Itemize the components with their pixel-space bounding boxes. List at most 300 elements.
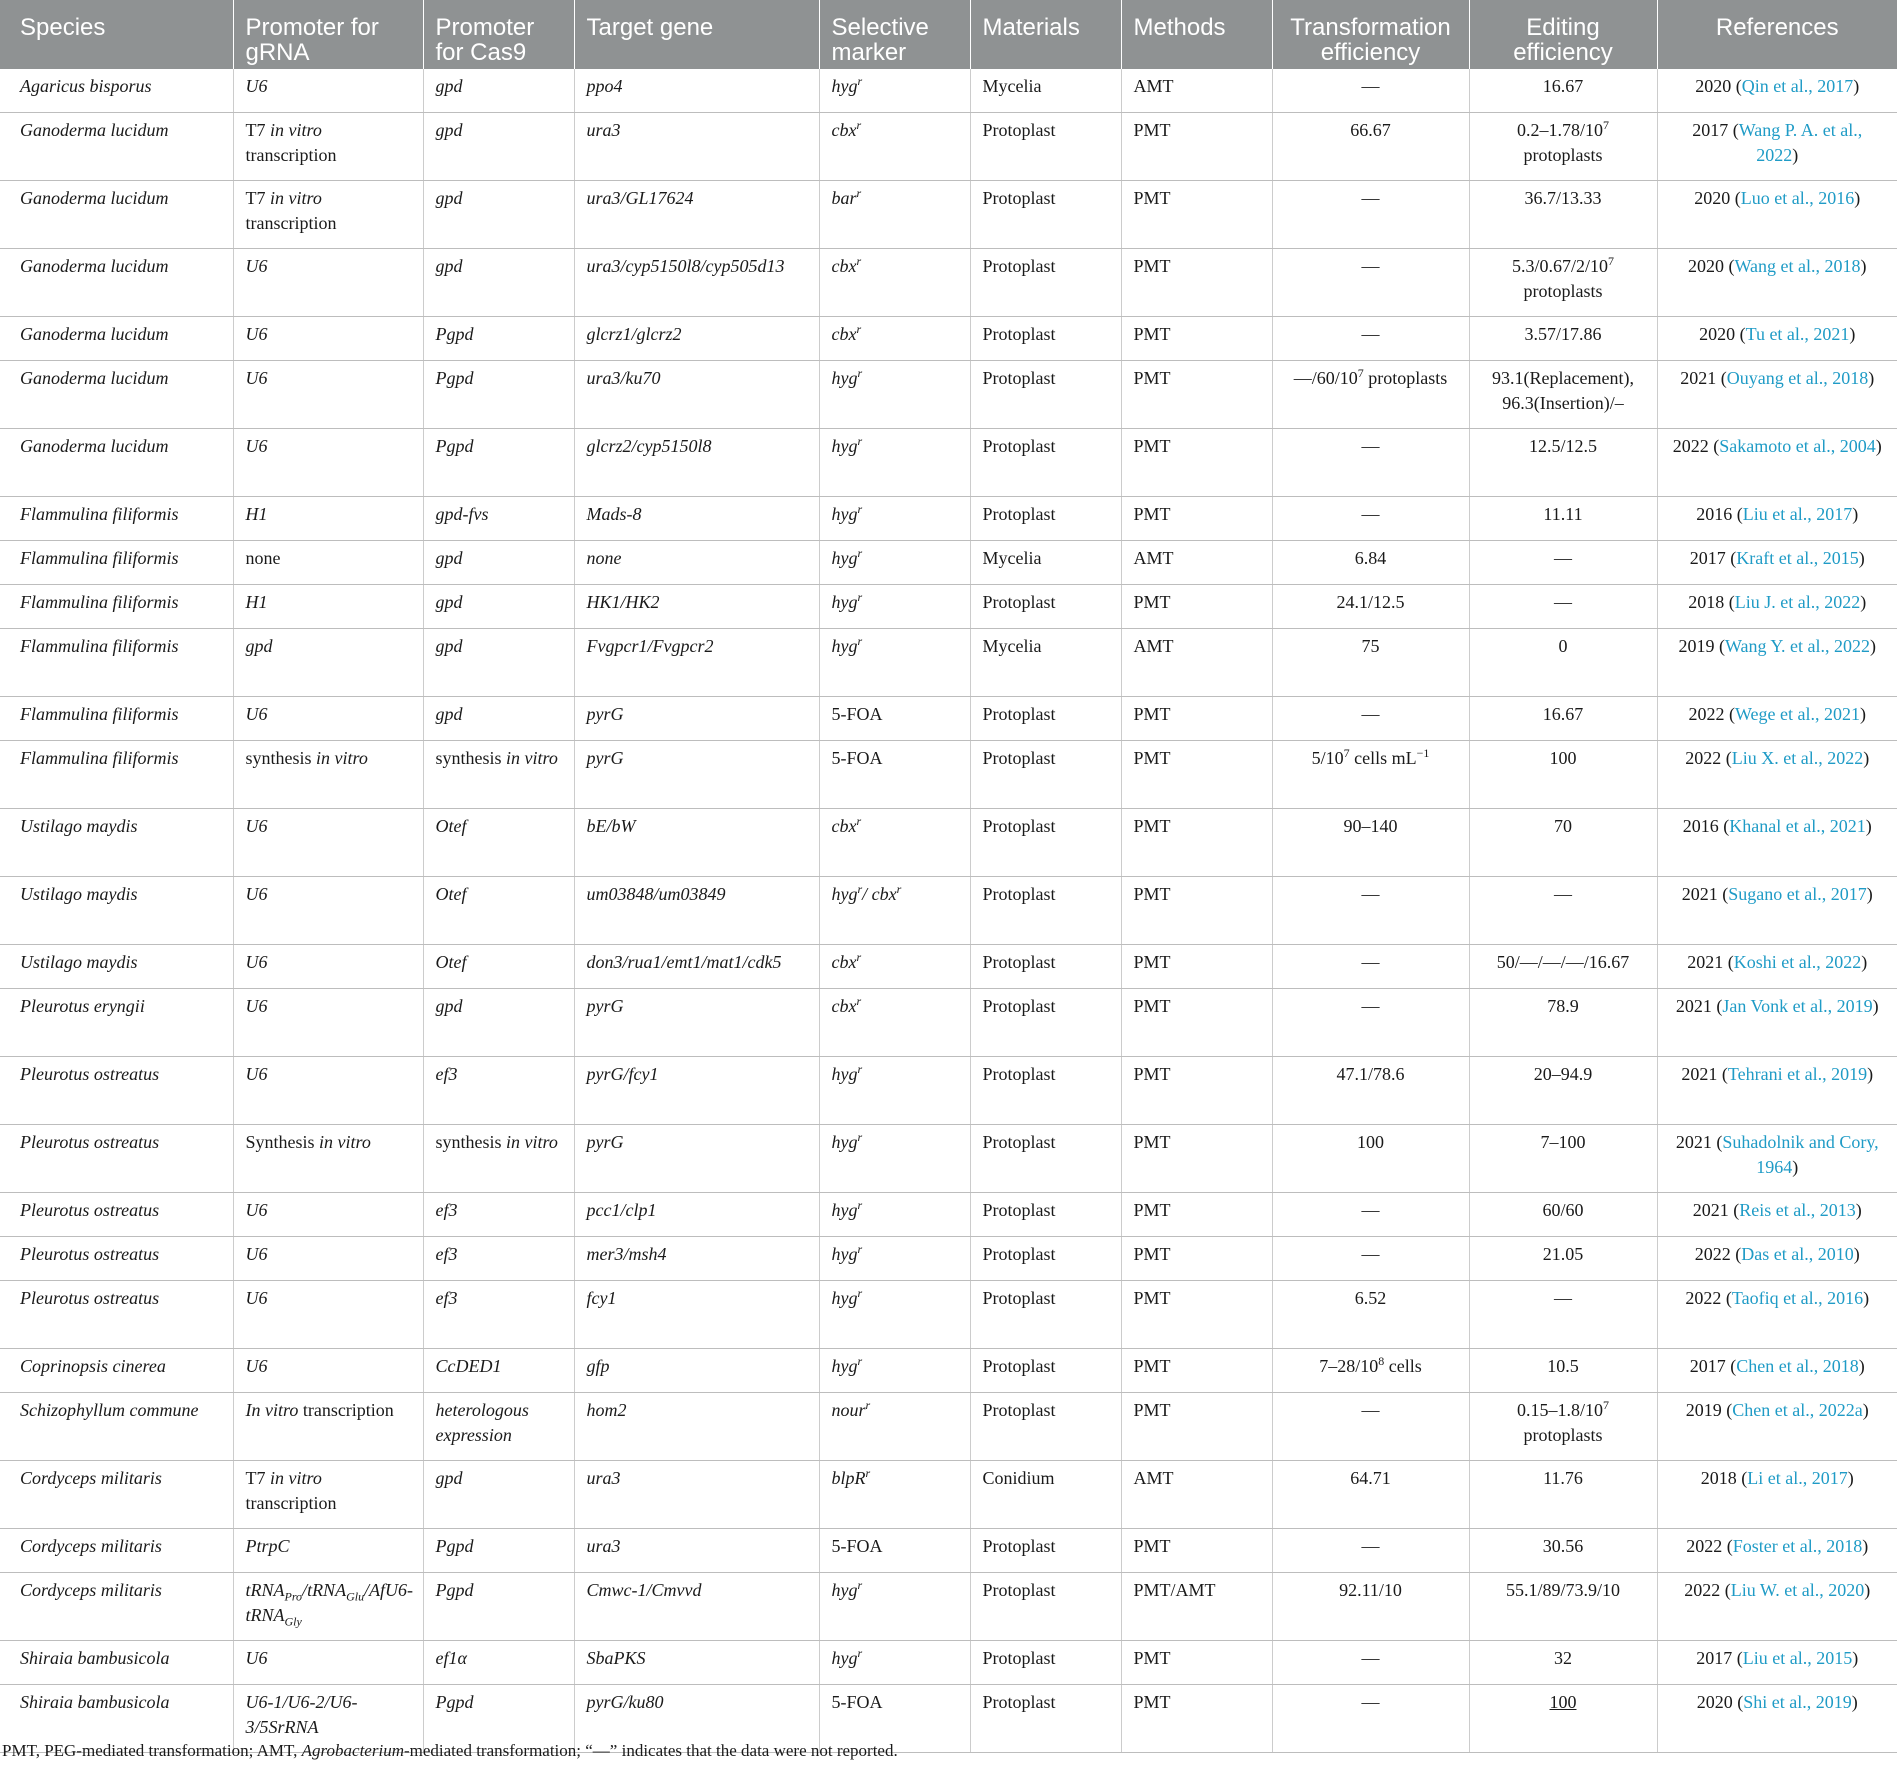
reference-link[interactable]: Khanal et al., 2021 [1729,816,1866,836]
promoter-cas9-cell: Pgpd [423,361,574,429]
promoter-grna-cell: In vitro transcription [233,1393,423,1461]
target-gene-cell: bE/bW [574,809,819,877]
table-row [0,1461,1897,1529]
marker-cell: cbx$^r$ [819,113,970,181]
materials-cell: Protoplast [970,1685,1121,1753]
table-row [0,497,1897,541]
table-row [0,1193,1897,1237]
target-gene-cell: glcrz1/glcrz2 [574,317,819,361]
species-cell: Flammulina filiformis [0,629,233,697]
editing-cell: — [1469,1281,1657,1349]
transformation-cell: — [1272,317,1469,361]
table-row [0,989,1897,1057]
methods-cell: PMT [1121,1641,1272,1685]
reference-link[interactable]: Wang P. A. et al., 2022 [1738,120,1863,165]
reference-link[interactable]: Liu et al., 2017 [1742,504,1853,524]
reference-cell: 2022 (Liu W. et al., 2020) [1657,1573,1897,1641]
header-methods: Methods [1121,0,1272,69]
species-cell: Ustilago maydis [0,877,233,945]
editing-cell: 3.57/17.86 [1469,317,1657,361]
marker-cell: hyg$^r$ [819,1125,970,1193]
promoter-grna-cell: U6 [233,1237,423,1281]
marker-cell: hyg$^r$ [819,497,970,541]
marker-cell: hyg$^r$ [819,361,970,429]
transformation-cell: 66.67 [1272,113,1469,181]
marker-cell: hyg$^r$ [819,69,970,113]
promoter-grna-cell: U6 [233,317,423,361]
methods-cell: PMT [1121,1125,1272,1193]
marker-cell: nour$^r$ [819,1393,970,1461]
transformation-cell: — [1272,1529,1469,1573]
editing-cell: 36.7/13.33 [1469,181,1657,249]
reference-link[interactable]: Sugano et al., 2017 [1728,884,1867,904]
ref-year: 2021 [1681,1064,1718,1084]
materials-cell: Protoplast [970,429,1121,497]
promoter-cas9-cell: gpd [423,181,574,249]
species-cell: Flammulina filiformis [0,497,233,541]
target-gene-cell: pyrG [574,1125,819,1193]
species-cell: Schizophyllum commune [0,1393,233,1461]
species-cell: Shiraia bambusicola [0,1685,233,1753]
materials-cell: Protoplast [970,877,1121,945]
table-row [0,1125,1897,1193]
reference-cell: 2019 (Chen et al., 2022a) [1657,1393,1897,1461]
reference-link[interactable]: Tu et al., 2021 [1745,324,1850,344]
header-promoter-grna: Promoter for gRNA [233,0,423,69]
reference-link[interactable]: Wang Y. et al., 2022 [1724,636,1871,656]
reference-link[interactable]: Sakamoto et al., 2004 [1719,436,1876,456]
promoter-cas9-cell: gpd [423,1461,574,1529]
methods-cell: AMT [1121,629,1272,697]
table-row [0,317,1897,361]
ref-year: 2022 [1686,1536,1723,1556]
target-gene-cell: mer3/msh4 [574,1237,819,1281]
promoter-grna-cell: tRNA$_{Pro}$/tRNA$_{Glu}$/AfU6-tRNA$_{Gly}$ [233,1573,423,1641]
methods-cell: PMT [1121,317,1272,361]
promoter-cas9-cell: Otef [423,877,574,945]
target-gene-cell: ura3 [574,1461,819,1529]
promoter-cas9-cell: Pgpd [423,1573,574,1641]
promoter-cas9-cell: gpd [423,541,574,585]
materials-cell: Protoplast [970,361,1121,429]
transformation-cell: — [1272,1685,1469,1753]
species-cell: Cordyceps militaris [0,1573,233,1641]
transformation-cell: — [1272,69,1469,113]
materials-cell: Protoplast [970,1237,1121,1281]
promoter-cas9-cell: gpd [423,989,574,1057]
species-cell: Flammulina filiformis [0,697,233,741]
species-cell: Pleurotus ostreatus [0,1125,233,1193]
promoter-grna-cell: U6 [233,249,423,317]
table-row [0,809,1897,877]
table-row [0,877,1897,945]
ref-year: 2017 [1692,120,1729,140]
reference-link[interactable]: Suhadolnik and Cory, 1964 [1722,1132,1879,1177]
table-row [0,741,1897,809]
promoter-grna-cell: T7 in vitro transcription [233,1461,423,1529]
marker-cell: cbx$^r$ [819,945,970,989]
methods-cell: PMT [1121,741,1272,809]
promoter-grna-cell: synthesis in vitro [233,741,423,809]
promoter-grna-cell: U6 [233,429,423,497]
editing-cell: $0.2-1.78/10^7$ protoplasts [1469,113,1657,181]
marker-cell: hyg$^r$ [819,541,970,585]
methods-cell: PMT [1121,945,1272,989]
promoter-grna-cell: U6 [233,877,423,945]
methods-cell: PMT [1121,249,1272,317]
ref-year: 2022 [1672,436,1709,456]
ref-year: 2022 [1685,748,1722,768]
editing-cell: 10.5 [1469,1349,1657,1393]
materials-cell: Protoplast [970,1573,1121,1641]
transformation-cell: — [1272,497,1469,541]
reference-cell: 2021 (Reis et al., 2013) [1657,1193,1897,1237]
reference-cell: 2021 (Tehrani et al., 2019) [1657,1057,1897,1125]
editing-cell: — [1469,877,1657,945]
promoter-grna-cell: U6 [233,361,423,429]
editing-cell: — [1469,585,1657,629]
reference-cell: 2017 (Chen et al., 2018) [1657,1349,1897,1393]
transformation-cell: — [1272,697,1469,741]
promoter-grna-cell: T7 in vitro transcription [233,181,423,249]
promoter-cas9-cell: heterologous expression [423,1393,574,1461]
reference-link[interactable]: Ouyang et al., 2018 [1726,368,1869,388]
methods-cell: PMT [1121,181,1272,249]
reference-link[interactable]: Tehrani et al., 2019 [1727,1064,1868,1084]
methods-cell: PMT [1121,809,1272,877]
marker-cell: hyg$^r$ [819,1281,970,1349]
editing-cell: 55.1/89/73.9/10 [1469,1573,1657,1641]
editing-cell: 12.5/12.5 [1469,429,1657,497]
materials-cell: Protoplast [970,697,1121,741]
methods-cell: PMT [1121,585,1272,629]
target-gene-cell: ura3/ku70 [574,361,819,429]
reference-cell: 2021 (Koshi et al., 2022) [1657,945,1897,989]
transformation-cell: 100 [1272,1125,1469,1193]
editing-cell: $0.15-1.8/10^7$ protoplasts [1469,1393,1657,1461]
target-gene-cell: Fvgpcr1/Fvgpcr2 [574,629,819,697]
promoter-grna-cell: U6 [233,1641,423,1685]
table-row [0,361,1897,429]
reference-cell: 2022 (Taofiq et al., 2016) [1657,1281,1897,1349]
transformation-cell: — [1272,989,1469,1057]
materials-cell: Protoplast [970,1529,1121,1573]
methods-cell: PMT [1121,1349,1272,1393]
header-species: Species [0,0,233,69]
editing-cell: 60/60 [1469,1193,1657,1237]
species-cell: Coprinopsis cinerea [0,1349,233,1393]
table-row [0,1057,1897,1125]
materials-cell: Mycelia [970,629,1121,697]
promoter-grna-cell: H1 [233,585,423,629]
promoter-cas9-cell: ef3 [423,1237,574,1281]
ref-year: 2022 [1688,704,1725,724]
reference-cell: 2020 (Tu et al., 2021) [1657,317,1897,361]
editing-cell: 32 [1469,1641,1657,1685]
materials-cell: Protoplast [970,1349,1121,1393]
editing-cell: 21.05 [1469,1237,1657,1281]
reference-cell: 2022 (Wege et al., 2021) [1657,697,1897,741]
species-cell: Agaricus bisporus [0,69,233,113]
table-row [0,697,1897,741]
species-cell: Ganoderma lucidum [0,249,233,317]
reference-link[interactable]: Wang et al., 2018 [1734,256,1861,276]
methods-cell: PMT [1121,989,1272,1057]
reference-link[interactable]: Wege et al., 2021 [1734,704,1860,724]
materials-cell: Protoplast [970,249,1121,317]
materials-cell: Protoplast [970,497,1121,541]
ref-year: 2021 [1681,884,1718,904]
promoter-grna-cell: U6 [233,1057,423,1125]
ref-year: 2021 [1675,996,1712,1016]
materials-cell: Protoplast [970,1281,1121,1349]
species-cell: Ganoderma lucidum [0,181,233,249]
transformation-cell: $—/60/10^7$ protoplasts [1272,361,1469,429]
ref-year: 2019 [1685,1400,1722,1420]
target-gene-cell: glcrz2/cyp5150l8 [574,429,819,497]
marker-cell: 5-FOA [819,697,970,741]
reference-link[interactable]: Jan Vonk et al., 2019 [1722,996,1873,1016]
promoter-cas9-cell: Pgpd [423,1529,574,1573]
reference-link[interactable]: Das et al., 2010 [1741,1244,1854,1264]
target-gene-cell: pyrG [574,989,819,1057]
marker-cell: hyg$^r$ [819,629,970,697]
target-gene-cell: SbaPKS [574,1641,819,1685]
target-gene-cell: pyrG/ku80 [574,1685,819,1753]
promoter-grna-cell: PtrpC [233,1529,423,1573]
reference-cell: 2020 (Luo et al., 2016) [1657,181,1897,249]
marker-cell: hyg$^r$ [819,1057,970,1125]
promoter-cas9-cell: gpd [423,697,574,741]
reference-link[interactable]: Kraft et al., 2015 [1736,548,1859,568]
species-cell: Pleurotus ostreatus [0,1237,233,1281]
materials-cell: Conidium [970,1461,1121,1529]
promoter-cas9-cell: ef1α [423,1641,574,1685]
reference-link[interactable]: Liu J. et al., 2022 [1734,592,1861,612]
reference-cell: 2022 (Sakamoto et al., 2004) [1657,429,1897,497]
reference-cell: 2017 (Kraft et al., 2015) [1657,541,1897,585]
editing-cell: 20–94.9 [1469,1057,1657,1125]
reference-cell: 2017 (Liu et al., 2015) [1657,1641,1897,1685]
ref-year: 2018 [1688,592,1725,612]
promoter-cas9-cell: gpd [423,585,574,629]
species-cell: Cordyceps militaris [0,1461,233,1529]
ref-year: 2020 [1695,76,1732,96]
editing-cell: 30.56 [1469,1529,1657,1573]
marker-cell: cbx$^r$ [819,249,970,317]
reference-link[interactable]: Shi et al., 2019 [1743,1692,1852,1712]
reference-link[interactable]: Liu W. et al., 2020 [1730,1580,1865,1600]
table-row [0,1349,1897,1393]
promoter-grna-cell: Synthesis in vitro [233,1125,423,1193]
marker-cell: hyg$^r$ [819,1573,970,1641]
ref-year: 2019 [1678,636,1715,656]
ref-year: 2018 [1700,1468,1737,1488]
reference-link[interactable]: Luo et al., 2016 [1740,188,1855,208]
species-cell: Cordyceps militaris [0,1529,233,1573]
methods-cell: PMT [1121,1529,1272,1573]
target-gene-cell: ura3 [574,1529,819,1573]
reference-cell: 2022 (Das et al., 2010) [1657,1237,1897,1281]
marker-cell: hyg$^r$ [819,1237,970,1281]
header-references: References [1657,0,1897,69]
editing-cell: 7–100 [1469,1125,1657,1193]
promoter-grna-cell: U6 [233,1281,423,1349]
promoter-grna-cell: gpd [233,629,423,697]
editing-cell: 16.67 [1469,69,1657,113]
reference-link[interactable]: Li et al., 2017 [1747,1468,1848,1488]
target-gene-cell: pyrG [574,741,819,809]
species-cell: Pleurotus eryngii [0,989,233,1057]
ref-year: 2017 [1689,1356,1726,1376]
promoter-cas9-cell: synthesis in vitro [423,741,574,809]
materials-cell: Protoplast [970,945,1121,989]
reference-link[interactable]: Qin et al., 2017 [1741,76,1854,96]
transformation-cell: 75 [1272,629,1469,697]
reference-cell: 2018 (Liu J. et al., 2022) [1657,585,1897,629]
transformation-cell: — [1272,877,1469,945]
transformation-cell: 47.1/78.6 [1272,1057,1469,1125]
table-footnote: PMT, PEG-mediated transformation; AMT, Agrobacterium-mediated transformation; “—” indicates that the data were not reported. [2,1741,898,1760]
ref-year: 2016 [1696,504,1733,524]
marker-cell: hyg$^r$ [819,1349,970,1393]
promoter-grna-cell: H1 [233,497,423,541]
table-row [0,113,1897,181]
editing-value: 100 [1549,1692,1577,1712]
materials-cell: Protoplast [970,113,1121,181]
table-header-row [0,0,1897,69]
target-gene-cell: ura3/GL17624 [574,181,819,249]
reference-cell: 2020 (Shi et al., 2019) [1657,1685,1897,1753]
target-gene-cell: pyrG/fcy1 [574,1057,819,1125]
reference-link[interactable]: Taofiq et al., 2016 [1731,1288,1864,1308]
reference-cell: 2016 (Liu et al., 2017) [1657,497,1897,541]
reference-cell: 2022 (Foster et al., 2018) [1657,1529,1897,1573]
materials-cell: Protoplast [970,181,1121,249]
transformation-cell: — [1272,1237,1469,1281]
table-row [0,249,1897,317]
methods-cell: AMT [1121,1461,1272,1529]
materials-cell: Mycelia [970,69,1121,113]
species-cell: Flammulina filiformis [0,585,233,629]
target-gene-cell: none [574,541,819,585]
reference-cell: 2021 (Sugano et al., 2017) [1657,877,1897,945]
species-cell: Pleurotus ostreatus [0,1281,233,1349]
promoter-cas9-cell: gpd [423,249,574,317]
reference-link[interactable]: Chen et al., 2022a [1732,1400,1863,1420]
transformation-cell: 64.71 [1272,1461,1469,1529]
reference-cell: 2020 (Wang et al., 2018) [1657,249,1897,317]
reference-cell: 2021 (Suhadolnik and Cory, 1964) [1657,1125,1897,1193]
reference-link[interactable]: Foster et al., 2018 [1732,1536,1863,1556]
target-gene-cell: Mads-8 [574,497,819,541]
editing-cell: 70 [1469,809,1657,877]
table-row [0,629,1897,697]
header-editing-efficiency: Editing efficiency [1469,0,1657,69]
target-gene-cell: gfp [574,1349,819,1393]
species-cell: Pleurotus ostreatus [0,1193,233,1237]
marker-cell: hyg$^r$/ cbx$^r$ [819,877,970,945]
ref-year: 2020 [1694,188,1731,208]
promoter-cas9-cell: Otef [423,809,574,877]
ref-year: 2020 [1687,256,1724,276]
reference-link[interactable]: Chen et al., 2018 [1736,1356,1859,1376]
promoter-grna-cell: U6 [233,697,423,741]
ref-year: 2022 [1685,1288,1722,1308]
materials-cell: Protoplast [970,809,1121,877]
methods-cell: PMT [1121,1193,1272,1237]
materials-cell: Protoplast [970,1057,1121,1125]
promoter-cas9-cell: gpd [423,113,574,181]
transformation-cell: — [1272,181,1469,249]
methods-cell: PMT [1121,113,1272,181]
methods-cell: PMT [1121,697,1272,741]
promoter-cas9-cell: ef3 [423,1193,574,1237]
materials-cell: Protoplast [970,585,1121,629]
ref-year: 2021 [1692,1200,1729,1220]
species-cell: Ganoderma lucidum [0,429,233,497]
reference-link[interactable]: Koshi et al., 2022 [1733,952,1862,972]
transformation-cell: — [1272,249,1469,317]
transformation-cell: 90–140 [1272,809,1469,877]
promoter-cas9-cell: gpd [423,629,574,697]
materials-cell: Protoplast [970,1641,1121,1685]
promoter-cas9-cell: Otef [423,945,574,989]
transformation-cell: 92.11/10 [1272,1573,1469,1641]
species-cell: Ganoderma lucidum [0,361,233,429]
reference-link[interactable]: Liu et al., 2015 [1742,1648,1853,1668]
reference-link[interactable]: Liu X. et al., 2022 [1731,748,1864,768]
methods-cell: PMT [1121,877,1272,945]
reference-cell: 2022 (Liu X. et al., 2022) [1657,741,1897,809]
transformation-cell: — [1272,1193,1469,1237]
transformation-cell: — [1272,945,1469,989]
reference-cell: 2021 (Jan Vonk et al., 2019) [1657,989,1897,1057]
ref-year: 2021 [1675,1132,1712,1152]
header-promoter-cas9: Promoter for Cas9 [423,0,574,69]
editing-cell: — [1469,541,1657,585]
promoter-grna-cell: U6 [233,1349,423,1393]
reference-cell: 2019 (Wang Y. et al., 2022) [1657,629,1897,697]
table-row [0,945,1897,989]
reference-cell: 2017 (Wang P. A. et al., 2022) [1657,113,1897,181]
table-row [0,1393,1897,1461]
table-row [0,1529,1897,1573]
methods-cell: PMT [1121,1237,1272,1281]
marker-cell: cbx$^r$ [819,317,970,361]
species-cell: Ganoderma lucidum [0,113,233,181]
target-gene-cell: don3/rua1/emt1/mat1/cdk5 [574,945,819,989]
promoter-cas9-cell: Pgpd [423,1685,574,1753]
marker-cell: 5-FOA [819,1685,970,1753]
methods-cell: PMT [1121,429,1272,497]
target-gene-cell: HK1/HK2 [574,585,819,629]
marker-cell: hyg$^r$ [819,429,970,497]
ref-year: 2020 [1696,1692,1733,1712]
target-gene-cell: pyrG [574,697,819,741]
table-row [0,69,1897,113]
materials-cell: Protoplast [970,1125,1121,1193]
reference-link[interactable]: Reis et al., 2013 [1739,1200,1856,1220]
table-row [0,1237,1897,1281]
reference-cell: 2018 (Li et al., 2017) [1657,1461,1897,1529]
transformation-cell: 6.52 [1272,1281,1469,1349]
species-cell: Pleurotus ostreatus [0,1057,233,1125]
methods-cell: PMT [1121,1281,1272,1349]
table-row [0,541,1897,585]
table-row [0,429,1897,497]
marker-cell: cbx$^r$ [819,809,970,877]
